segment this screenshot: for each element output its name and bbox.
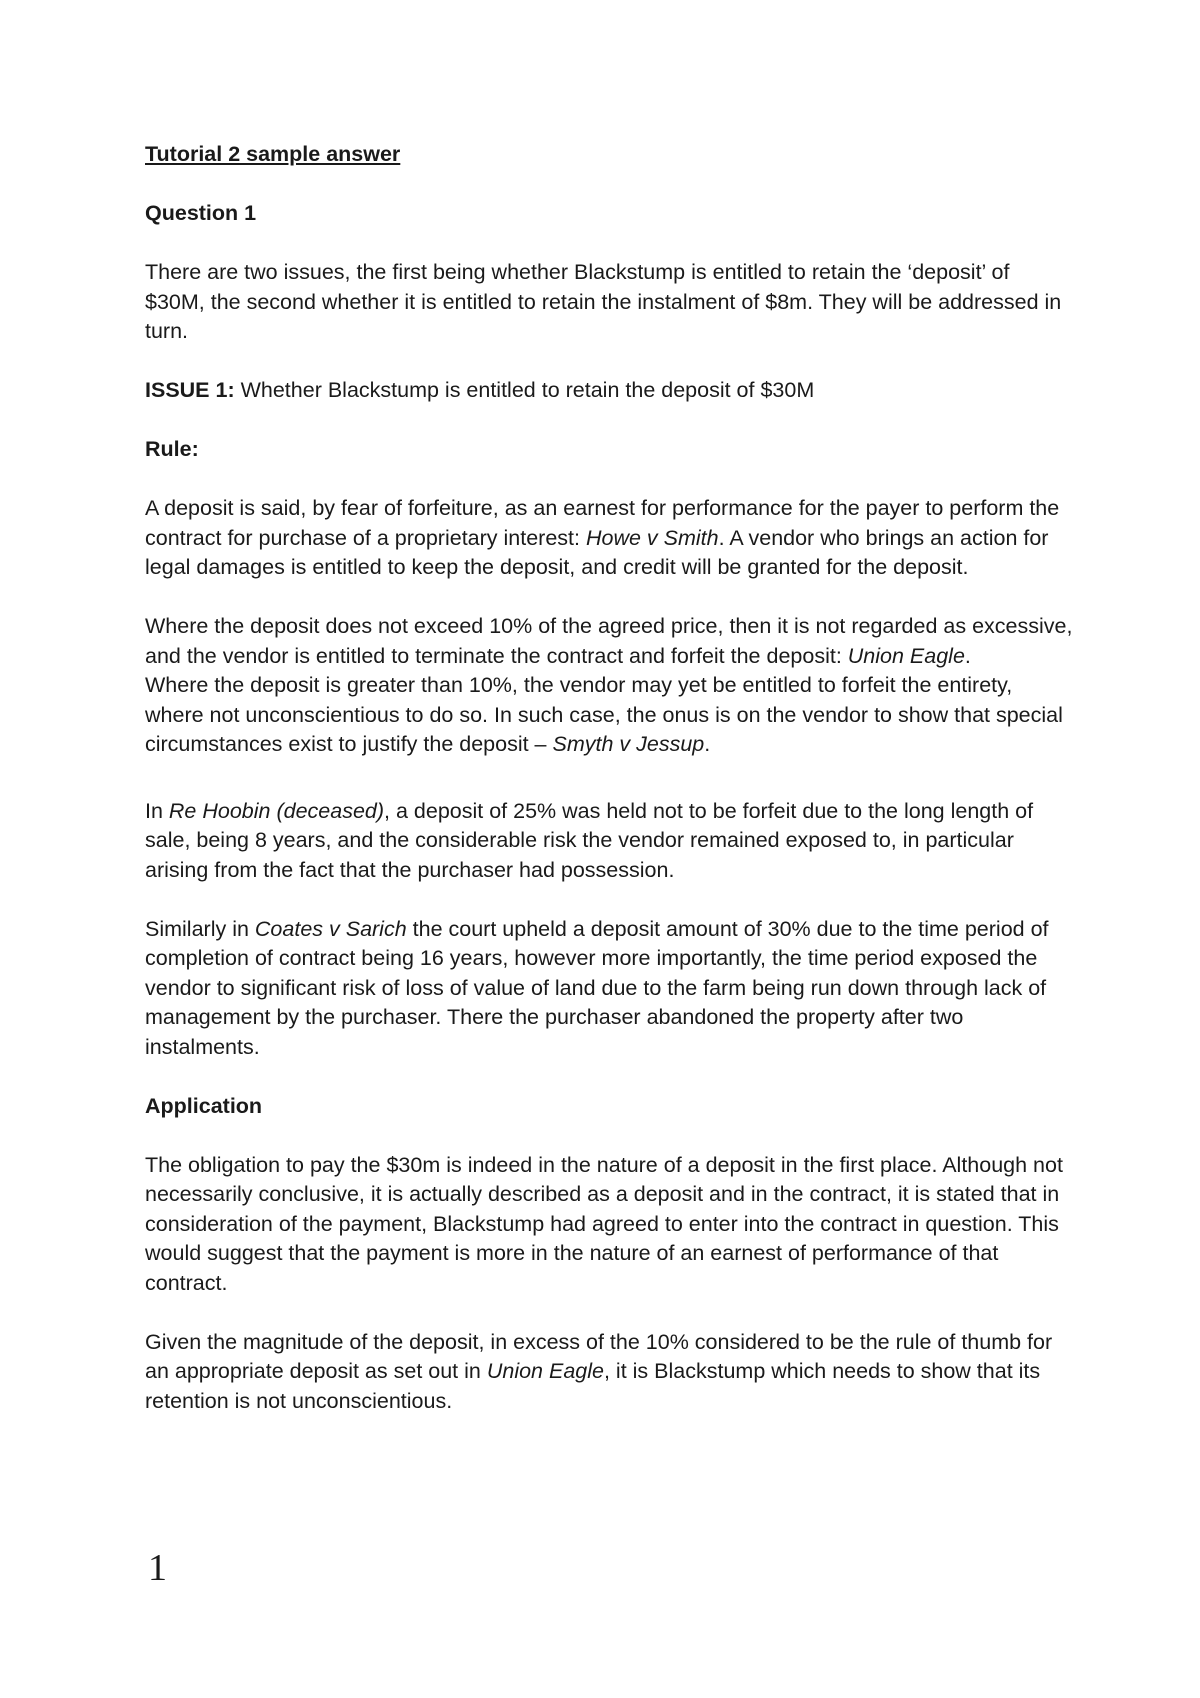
rule-p3-text: Where the deposit is greater than 10%, the vendor may yet be entitled to forfeit the entirety, where not unconscientious to do so. In such case, the onus is on the vendor to show that special circumstances exist to justify the deposit – [145,673,1063,756]
case-union-eagle: Union Eagle [847,643,965,668]
rule-p1-text-end: . A vendor who brings an action for legal damages is entitled to keep the deposit, and credit will be granted for the deposit. [145,525,1049,579]
case-howe-v-smith: Howe v Smith [585,525,719,550]
question-heading: Question 1 [145,201,257,225]
intro-paragraph: There are two issues, the first being whether Blackstump is entitled to retain the ‘deposit’ of $30M, the second whether it is entitled to retain the instalment of $8m. They will be addressed in turn. [145,260,1062,343]
rule-paragraph-5 [145,915,1075,1063]
app-p2-text: Given the magnitude of the deposit, in excess of the 10% considered to be the rule of thumb for an appropriate deposit as set out in [145,1329,1053,1383]
page-number: 1 [148,1547,167,1589]
rule-paragraph-3 [145,671,1075,760]
rule-p4-text: In [145,798,169,823]
case-union-eagle-2: Union Eagle [486,1359,604,1383]
rule-paragraph-1 [145,494,1075,583]
document-title: Tutorial 2 sample answer [145,142,401,166]
rule-p1-text: A deposit is said, by fear of forfeiture, as an earnest for performance for the payer to perform the contract for purchase of a proprietary interest: [145,496,1060,550]
rule-p3-text-end: . [704,732,711,756]
document-page [145,140,1075,1416]
issue-label: ISSUE 1: [145,378,235,402]
application-heading: Application [145,1093,263,1118]
case-smyth-v-jessup: Smyth v Jessup [552,732,705,756]
rule-p5-text-end: the court upheld a deposit amount of 30% due to the time period of completion of contract being 16 years, however more importantly, the time period exposed the vendor to significant risk of loss of value of land due to the farm being run down through lack of management by the purchaser. There the purchaser abandoned the property after two instalments. [145,916,1049,1059]
issue-1-heading [145,376,1075,406]
rule-p4-text-end: , a deposit of 25% was held not to be forfeit due to the long length of sale, being 8 years, and the considerable risk the vendor remained exposed to, in particular arising from the fact that the purchaser had possession. [145,798,1034,882]
application-paragraph-1: The obligation to pay the $30m is indeed in the nature of a deposit in the first place. Although not necessarily conclusive, it is actually described as a deposit and in the contract, it is stated that in consideration of the payment, Blackstump had agreed to enter into the contract in question. This would suggest that the payment is more in the nature of an earnest of performance of that contract. [145,1152,1063,1295]
application-paragraph-2 [145,1328,1075,1417]
rule-heading: Rule: [145,437,199,461]
rule-p2-text: Where the deposit does not exceed 10% of the agreed price, then it is not regarded as excessive, and the vendor is entitled to terminate the contract and forfeit the deposit: [145,614,1073,668]
rule-paragraph-4 [145,797,1075,886]
rule-p2-text-end: . [964,643,971,668]
app-p2-text-end: , it is Blackstump which needs to show that its retention is not unconscientious. [145,1359,1041,1413]
rule-p5-text: Similarly in [145,916,255,941]
issue-text: Whether Blackstump is entitled to retain the deposit of $30M [234,378,815,402]
rule-paragraph-2 [145,612,1075,671]
case-coates-v-sarich: Coates v Sarich [254,916,407,941]
case-re-hoobin: Re Hoobin (deceased) [168,798,385,823]
